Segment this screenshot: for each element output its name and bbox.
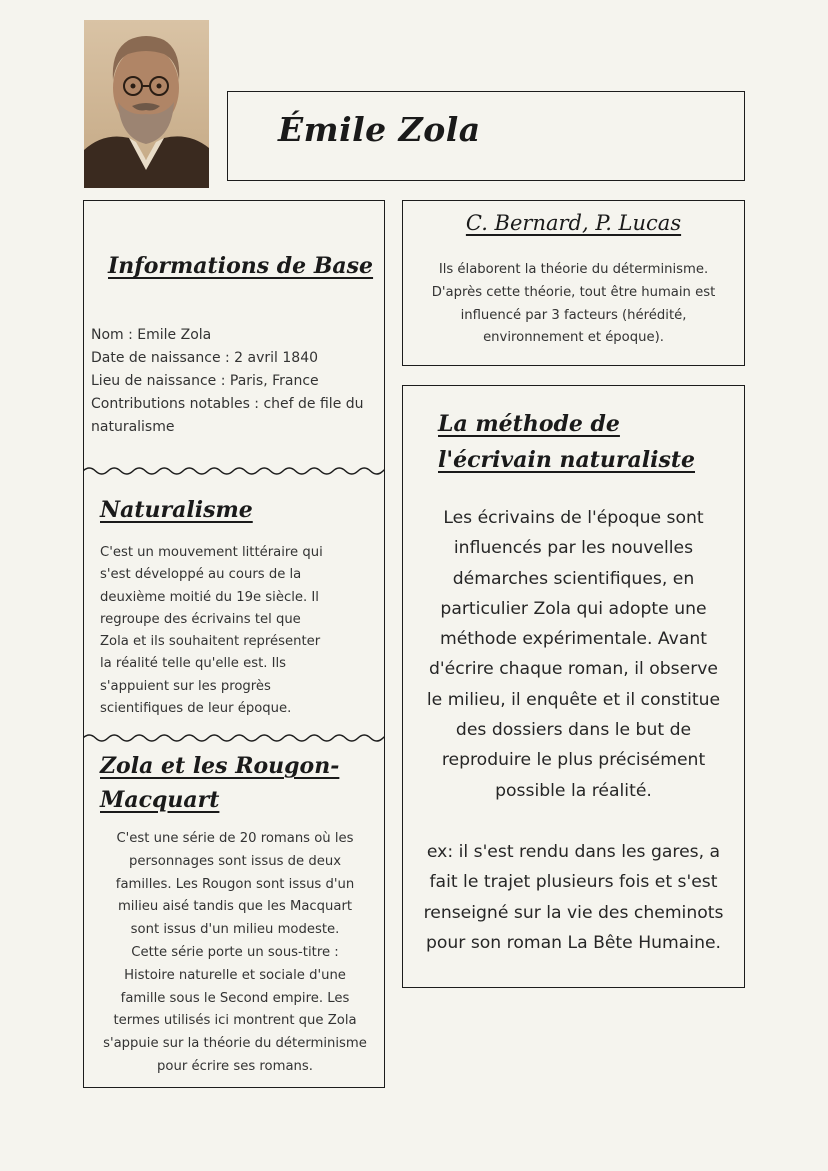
text-line: sont issus d'un milieu modeste. (130, 922, 340, 938)
text-line: Les écrivains de l'époque sont (443, 508, 704, 528)
naturalisme-text (100, 542, 355, 720)
naturalisme-section-title: Naturalisme (100, 497, 253, 523)
text-line: pour son roman La Bête Humaine. (425, 932, 722, 953)
title-line: Zola et les Rougon- (100, 753, 340, 779)
text-line: s'appuient sur les progrès (100, 678, 271, 694)
text-line: particulier Zola qui adopte une (440, 598, 707, 619)
text-line: Cette série porte un sous-titre : (131, 944, 339, 960)
text-line: milieu aisé tandis que les Macquart (117, 899, 353, 915)
text-line: reproduire le plus précisément (441, 750, 706, 771)
bernard-lucas-box (402, 200, 745, 366)
text-line: pour écrire ses romans. (157, 1058, 313, 1074)
text-line: scientifiques de leur époque. (100, 701, 292, 717)
rougon-section-title (100, 749, 360, 817)
text-line: la réalité telle qu'elle est. Ils (100, 656, 287, 672)
methode-box (402, 385, 745, 988)
info-line: Date de naissance : 2 avril 1840 (91, 350, 319, 366)
text-line: d'écrire chaque roman, il observe (428, 659, 719, 680)
text-line: possible la réalité. (495, 780, 652, 801)
portrait-photo (84, 20, 209, 188)
text-line: démarches scientifiques, en (452, 568, 695, 589)
rougon-text (90, 828, 380, 1079)
bernard-lucas-text (413, 259, 734, 350)
text-line: C'est un mouvement littéraire qui (100, 545, 323, 560)
wavy-divider (83, 464, 385, 478)
info-list (91, 324, 381, 439)
text-line: renseigné sur la vie des cheminots (423, 902, 724, 923)
text-line: D'après cette théorie, tout être humain est (431, 284, 716, 300)
text-line: s'est développé au cours de la (100, 567, 302, 583)
text-line: fait le trajet plusieurs fois et s'est (429, 872, 718, 893)
title-line: l'écrivain naturaliste (438, 447, 695, 473)
methode-example (407, 837, 740, 958)
text-line: méthode expérimentale. Avant (439, 629, 708, 650)
page-title: Émile Zola (278, 110, 481, 149)
info-line: Contributions notables : chef de file du (91, 396, 364, 412)
text-line: s'appuie sur la théorie du déterminisme (103, 1036, 367, 1052)
text-line: des dossiers dans le but de (455, 720, 692, 741)
text-line: personnages sont issus de deux (129, 853, 341, 869)
info-line: Nom : Emile Zola (91, 327, 212, 343)
methode-section-title (438, 406, 718, 478)
title-line: La méthode de (438, 411, 620, 437)
portrait-icon (84, 20, 209, 188)
title-box (227, 91, 745, 181)
info-line: naturalisme (91, 419, 175, 435)
text-line: Ils élaborent la théorie du déterminisme. (438, 262, 709, 277)
text-line: C'est une série de 20 romans où les (116, 831, 354, 846)
methode-text (407, 503, 740, 806)
text-line: familles. Les Rougon sont issus d'un (115, 876, 355, 892)
text-line: le milieu, il enquête et il constitue (426, 689, 721, 710)
wavy-divider (83, 731, 385, 745)
text-line: influencé par 3 facteurs (hérédité, (460, 307, 687, 323)
text-line: regroupe des écrivains tel que (100, 611, 301, 627)
text-line: termes utilisés ici montrent que Zola (113, 1013, 357, 1029)
text-line: influencés par les nouvelles (453, 538, 694, 559)
text-line: Histoire naturelle et sociale d'une (124, 967, 346, 983)
bernard-lucas-title: C. Bernard, P. Lucas (465, 211, 682, 235)
info-line: Lieu de naissance : Paris, France (91, 373, 319, 389)
title-line: Macquart (100, 787, 220, 813)
text-line: famille sous le Second empire. Les (120, 990, 350, 1006)
left-column-box (83, 200, 385, 1088)
text-line: environnement et époque). (483, 330, 664, 346)
text-line: Zola et ils souhaitent représenter (100, 634, 321, 650)
info-section-title: Informations de Base (108, 253, 374, 279)
text-line: deuxième moitié du 19e siècle. Il (100, 589, 319, 605)
text-line: ex: il s'est rendu dans les gares, a (426, 842, 721, 862)
